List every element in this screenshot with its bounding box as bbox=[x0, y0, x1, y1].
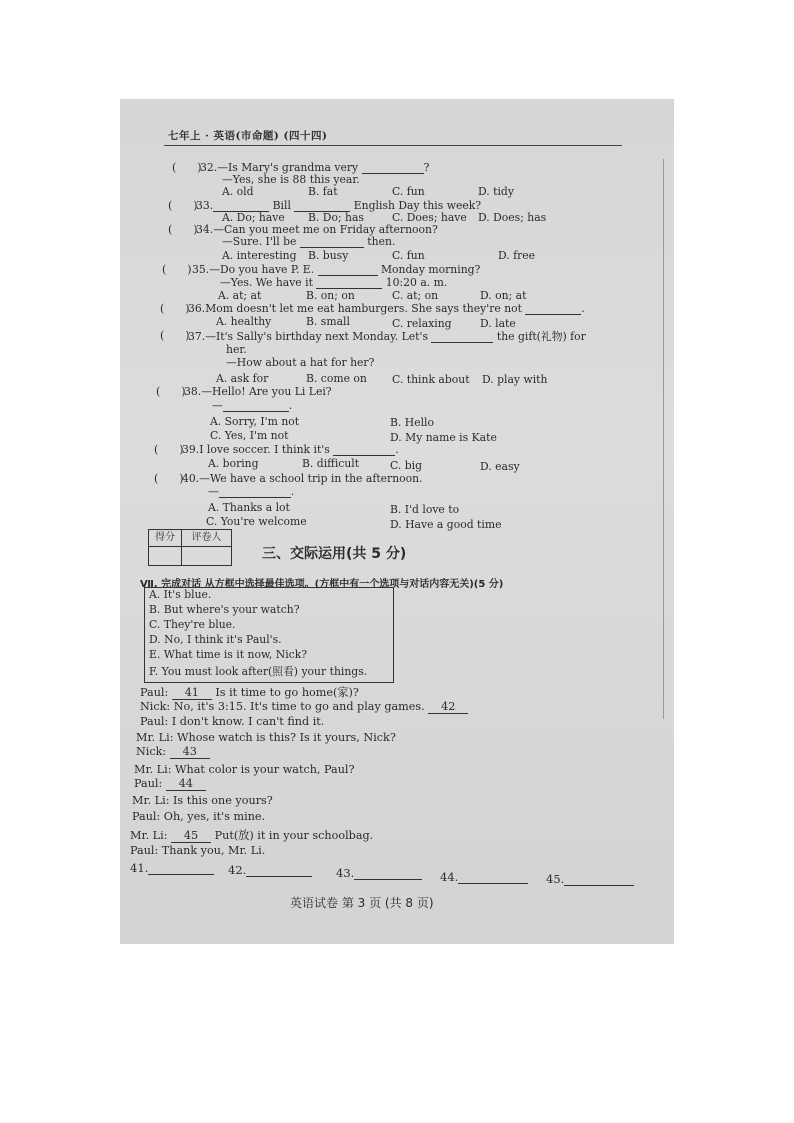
section-title: 三、交际运用(共 5 分) bbox=[262, 546, 407, 562]
option-a: A. Thanks a lot bbox=[208, 501, 290, 514]
answer-paren[interactable]: ( ) bbox=[168, 223, 198, 236]
answer-paren[interactable]: ( ) bbox=[154, 472, 184, 485]
dialogue-line: Mr. Li: 45 Put(放) it in your schoolbag. bbox=[130, 829, 374, 842]
scanned-page-photo: 七年上 · 英语(市命题) (四十四) ( ) 32.—Is Mary's grandma very ? —Yes, she is 88 this year. A. old B. fat C. fun D. tidy ( ) 33. Bill English Day this week? A. Do; have B. Do; has C. Does; have D. Does; has ( ) 34.—Can you meet me on Friday afternoon? —Sure. I'll be then. A. interesting B. busy C. fun D. free ( ) 35.—Do you have P. E. Monday morning? —Yes. We have it 10:20 a. m. A. at; at B. on; on C. at; on D. on; at ( ) 36.Mom doesn't let me eat hamburgers. She says they're not . A. healthy B. small C. relaxing D. late ( ) 37.—It's Sally's birthday next Monday. Let's the gift(礼物) for her. —How about a hat for her? A. ask for B. come on C. think about D. play with ( ) 38.—Hello! Are you Li Lei? — . A. Sorry, I'm not B. Hello C. Yes, I'm not D. My name is Kate ( ) 39.I love soccer. I think it's . A. boring B. difficult C. big D. easy ( ) 40.—We have a school trip in the afternoon. — . A. Thanks a lot B. I'd love to C. You're welcome D. Have a good time 得分 评卷人 三、交际运用(共 5 分) Ⅶ. 完成对话 从方框中选择最佳选项。(方框中有一个选项与对话内容无关)(5 分) A. It's blue. B. But where's your watch? C. They're blue. D. No, I think it's Paul's. E. What time is it now, Nick? F. You must look after(照看) your things. Paul: 41 Is it time to go home(家)? Nick: No, it's 3:15. It's time to go and play games. 42 Paul: I don't know. I can't find it. Mr. Li: Whose watch is this? Is it yours, Nick? Nick: 43 Mr. Li: What color is your watch, Paul? Paul: 44 Mr. Li: Is this one yours? Paul: Oh, yes, it's mine. Mr. Li: 45 Put(放) it in your schoolbag. Paul: Thank you, Mr. Li. 41. 42. 43. 44. 45. 英语试卷 第 3 页 (共 8 页) bbox=[120, 99, 674, 944]
dialogue-blank-41[interactable]: 41 bbox=[172, 686, 212, 700]
question-stem: —Is Mary's grandma very bbox=[217, 161, 362, 174]
dialogue-line: Mr. Li: Whose watch is this? Is it yours, Nick? bbox=[136, 731, 396, 744]
answer-paren[interactable]: ( ) bbox=[160, 329, 190, 342]
dialogue-line: Mr. Li: What color is your watch, Paul? bbox=[134, 763, 355, 776]
option-d: D. late bbox=[480, 317, 516, 330]
option-b: B. Hello bbox=[390, 416, 435, 429]
score-box bbox=[148, 529, 232, 566]
dialogue-line: Mr. Li: Is this one yours? bbox=[132, 794, 273, 807]
answer-blank[interactable] bbox=[333, 444, 395, 456]
option-b: B. busy bbox=[308, 249, 349, 262]
option-a: A. interesting bbox=[222, 249, 297, 262]
option-c: C. fun bbox=[392, 249, 425, 262]
option-box-f: F. You must look after(照看) your things. bbox=[149, 665, 368, 678]
answer-blank[interactable] bbox=[223, 400, 289, 412]
option-box-b: B. But where's your watch? bbox=[149, 603, 300, 616]
answer-blank[interactable] bbox=[316, 277, 382, 289]
dialogue-line: Paul: I don't know. I can't find it. bbox=[140, 715, 325, 728]
option-box-c: C. They're blue. bbox=[149, 618, 236, 631]
option-c: C. Does; have bbox=[392, 211, 467, 224]
option-a: A. old bbox=[222, 185, 254, 198]
section-instruction: Ⅶ. 完成对话 从方框中选择最佳选项。(方框中有一个选项与对话内容无关)(5 分) bbox=[140, 579, 504, 590]
option-d: D. on; at bbox=[480, 289, 527, 302]
answer-line-43[interactable] bbox=[354, 868, 422, 880]
option-a: A. at; at bbox=[218, 289, 262, 302]
answer-blank[interactable] bbox=[431, 331, 493, 343]
dialogue-blank-45[interactable]: 45 bbox=[171, 829, 211, 843]
dialogue-blank-42[interactable]: 42 bbox=[428, 700, 468, 714]
option-b: B. come on bbox=[306, 372, 367, 385]
dialogue-line: Nick: 43 bbox=[136, 745, 210, 759]
option-box-d: D. No, I think it's Paul's. bbox=[149, 633, 282, 646]
option-c: C. think about bbox=[392, 373, 470, 386]
option-c: C. at; on bbox=[392, 289, 439, 302]
option-d: D. free bbox=[498, 249, 536, 262]
answer-paren[interactable]: ( ) bbox=[160, 302, 190, 315]
option-a: A. healthy bbox=[216, 315, 272, 328]
dialogue-line: Paul: Thank you, Mr. Li. bbox=[130, 844, 266, 857]
option-a: A. ask for bbox=[216, 372, 269, 385]
option-d: D. easy bbox=[480, 460, 520, 473]
grader-label: 评卷人 bbox=[182, 530, 231, 547]
dialogue-line: Paul: 44 bbox=[134, 777, 206, 791]
option-box-e: E. What time is it now, Nick? bbox=[149, 648, 308, 661]
answer-line-41[interactable] bbox=[148, 863, 214, 875]
option-b: B. difficult bbox=[302, 457, 360, 470]
answer-blank[interactable] bbox=[525, 303, 581, 315]
option-d: D. Does; has bbox=[478, 211, 547, 224]
option-a: A. boring bbox=[208, 457, 259, 470]
option-d: D. Have a good time bbox=[390, 518, 502, 531]
answer-paren[interactable]: ( ) bbox=[156, 385, 186, 398]
option-a: A. Sorry, I'm not bbox=[210, 415, 300, 428]
answer-blank[interactable] bbox=[219, 486, 291, 498]
answer-line-42[interactable] bbox=[246, 865, 312, 877]
answer-line-45[interactable] bbox=[564, 874, 634, 886]
option-c: C. big bbox=[390, 459, 423, 472]
header-rule bbox=[164, 145, 622, 146]
option-b: B. on; on bbox=[306, 289, 355, 302]
option-c: C. Yes, I'm not bbox=[210, 429, 289, 442]
question-number: 32 bbox=[200, 161, 214, 174]
option-d: D. My name is Kate bbox=[390, 431, 497, 444]
option-a: A. Do; have bbox=[222, 211, 285, 224]
dialogue-line: Paul: 41 Is it time to go home(家)? bbox=[140, 686, 359, 699]
option-b: B. fat bbox=[308, 185, 338, 198]
option-box-a: A. It's blue. bbox=[149, 588, 212, 601]
page-edge-line bbox=[663, 159, 664, 719]
answer-blank[interactable] bbox=[362, 162, 424, 174]
options-box bbox=[144, 587, 394, 683]
question-line: —Yes, she is 88 this year. bbox=[222, 173, 360, 186]
option-d: D. play with bbox=[482, 373, 548, 386]
dialogue-line: Nick: No, it's 3:15. It's time to go and play games. 42 bbox=[140, 700, 468, 714]
answer-line-44[interactable] bbox=[458, 872, 528, 884]
page-footer: 英语试卷 第 3 页 (共 8 页) bbox=[290, 896, 434, 910]
answer-blank[interactable] bbox=[318, 264, 378, 276]
dialogue-line: Paul: Oh, yes, it's mine. bbox=[132, 810, 266, 823]
score-label: 得分 bbox=[149, 530, 182, 547]
option-d: D. tidy bbox=[478, 185, 514, 198]
dialogue-blank-43[interactable]: 43 bbox=[170, 745, 210, 759]
answer-paren[interactable]: ( ) bbox=[172, 161, 202, 174]
answer-blank[interactable] bbox=[300, 236, 364, 248]
dialogue-blank-44[interactable]: 44 bbox=[166, 777, 206, 791]
answer-paren[interactable]: ( ) bbox=[154, 443, 184, 456]
answer-paren[interactable]: ( ) bbox=[168, 199, 198, 212]
option-c: C. relaxing bbox=[392, 317, 452, 330]
answer-paren[interactable]: ( ) bbox=[162, 263, 192, 276]
option-c: C. fun bbox=[392, 185, 425, 198]
page-header: 七年上 · 英语(市命题) (四十四) bbox=[168, 130, 328, 142]
option-b: B. small bbox=[306, 315, 350, 328]
option-b: B. Do; has bbox=[308, 211, 364, 224]
option-c: C. You're welcome bbox=[206, 515, 307, 528]
option-b: B. I'd love to bbox=[390, 503, 460, 516]
question-line: —How about a hat for her? bbox=[226, 356, 375, 369]
